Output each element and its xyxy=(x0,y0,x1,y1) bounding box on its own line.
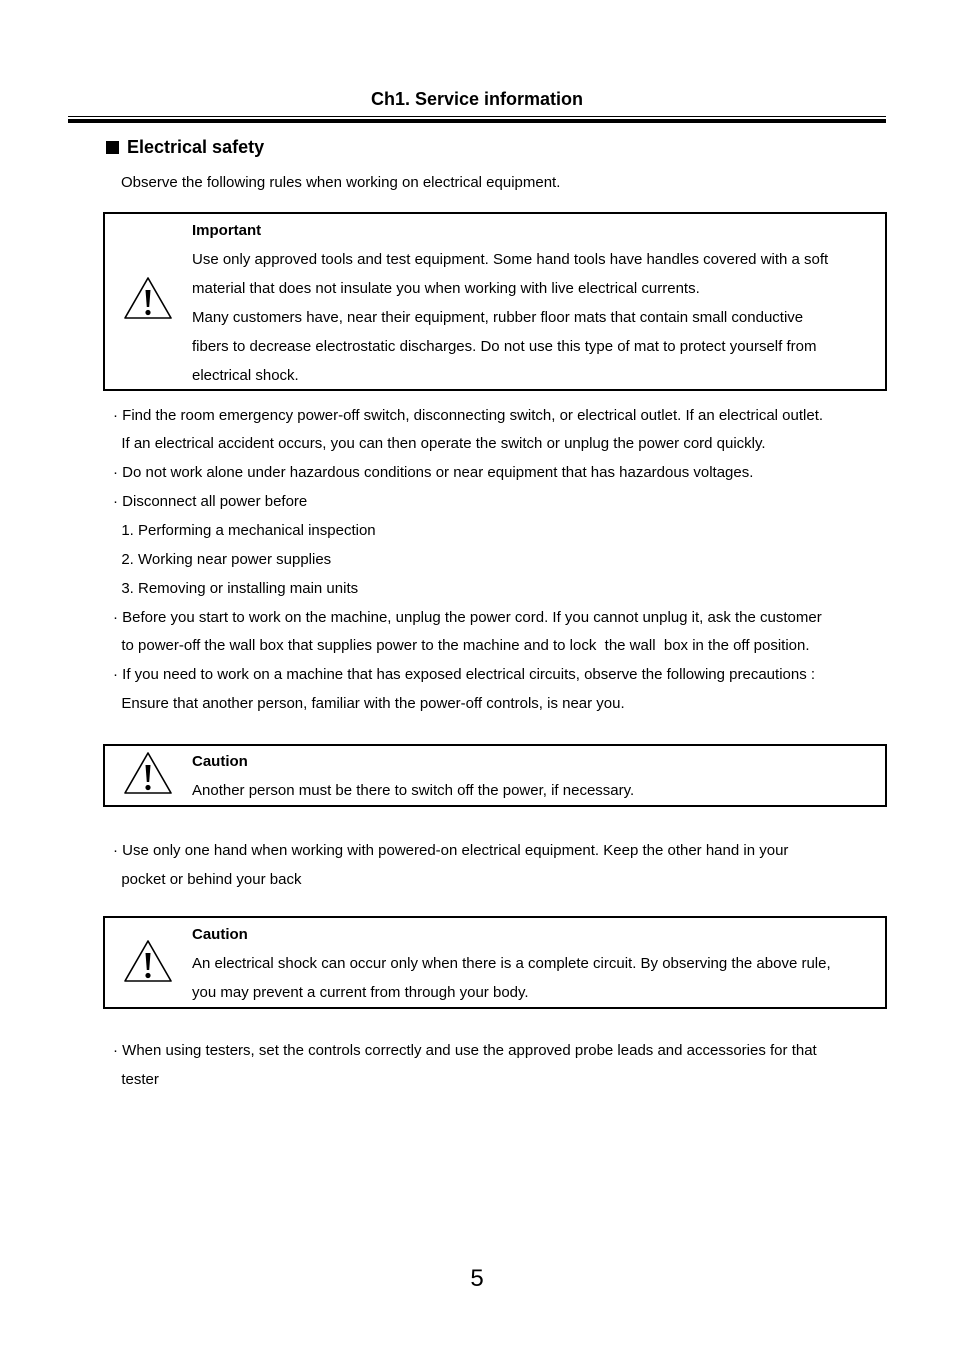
caution-label: Caution xyxy=(192,753,248,770)
caution-line: you may prevent a current from through your body. xyxy=(192,984,529,1001)
rule-line: · When using testers, set the controls correctly and use the approved probe leads and accessories for that xyxy=(113,1042,817,1059)
page-number: 5 xyxy=(470,1265,484,1292)
rule-line: 2. Working near power supplies xyxy=(113,551,332,568)
rule-line: to power-off the wall box that supplies power to the machine and to lock the wall box in the off position. xyxy=(113,637,810,654)
header-rule-thick xyxy=(68,119,886,123)
important-line: Many customers have, near their equipment, rubber floor mats that contain small conductive xyxy=(192,309,804,326)
important-line: electrical shock. xyxy=(192,367,299,384)
caution-line: An electrical shock can occur only when there is a complete circuit. By observing the above rule, xyxy=(192,955,831,972)
important-box xyxy=(103,212,887,391)
caution-label: Caution xyxy=(192,926,248,943)
warning-icon xyxy=(123,939,173,983)
caution-line: Another person must be there to switch off the power, if necessary. xyxy=(192,782,635,799)
rule-line: · Before you start to work on the machine, unplug the power cord. If you cannot unplug it, ask the customer xyxy=(113,609,822,626)
chapter-title: Ch1. Service information xyxy=(370,89,584,109)
rule-line: 1. Performing a mechanical inspection xyxy=(113,522,376,539)
rule-line: tester xyxy=(113,1071,159,1088)
section-heading-text: Electrical safety xyxy=(127,137,265,157)
warning-icon xyxy=(123,751,173,795)
rule-line: · Disconnect all power before xyxy=(113,493,308,510)
important-label: Important xyxy=(192,222,262,239)
rule-line: Ensure that another person, familiar with the power-off controls, is near you. xyxy=(113,695,625,712)
header-rule-thin xyxy=(68,116,886,117)
rule-line: pocket or behind your back xyxy=(113,871,302,888)
square-bullet-icon xyxy=(106,141,119,154)
caution-box xyxy=(103,916,887,1009)
section-intro: Observe the following rules when working on electrical equipment. xyxy=(121,174,561,191)
rule-line: 3. Removing or installing main units xyxy=(113,580,359,597)
section-heading xyxy=(106,136,264,158)
important-line: fibers to decrease electrostatic discharges. Do not use this type of mat to protect yourself from xyxy=(192,338,817,355)
rule-line: · Do not work alone under hazardous conditions or near equipment that has hazardous voltages. xyxy=(113,464,754,481)
important-line: material that does not insulate you when working with live electrical currents. xyxy=(192,280,700,297)
warning-icon xyxy=(123,276,173,320)
caution-box xyxy=(103,744,887,807)
rule-line: · Use only one hand when working with powered-on electrical equipment. Keep the other hand in your xyxy=(113,842,789,859)
important-line: Use only approved tools and test equipment. Some hand tools have handles covered with a soft xyxy=(192,251,829,268)
rule-line: · If you need to work on a machine that has exposed electrical circuits, observe the following precautions : xyxy=(113,666,816,683)
rule-line: · Find the room emergency power-off switch, disconnecting switch, or electrical outlet. If an electrical outlet. xyxy=(113,407,824,424)
rule-line: If an electrical accident occurs, you can then operate the switch or unplug the power cord quickly. xyxy=(113,435,766,452)
